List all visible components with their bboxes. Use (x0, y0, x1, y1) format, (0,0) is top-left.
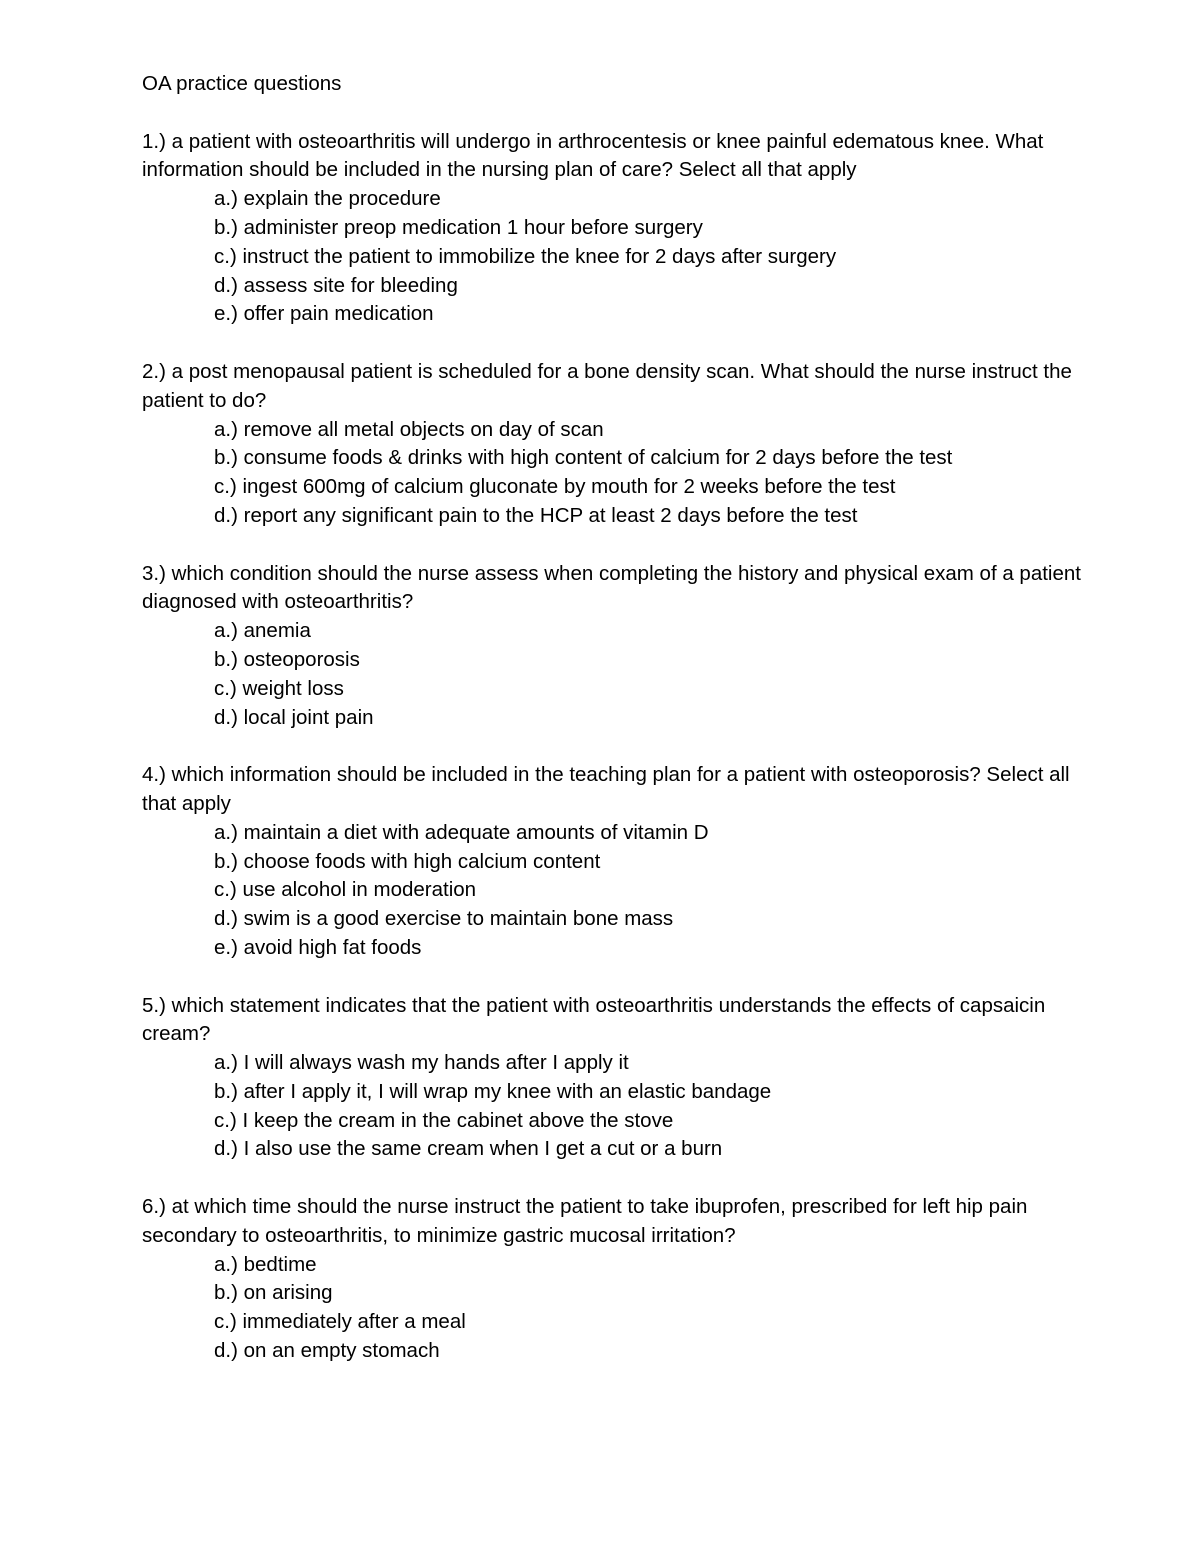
document-page (142, 70, 1082, 1395)
question-stem: 2.) a post menopausal patient is scheduled for a bone density scan. What should the nurse instruct the patient to do? (142, 359, 1072, 412)
answer-options (142, 1049, 1082, 1164)
answer-option: c.) weight loss (214, 676, 344, 700)
answer-option: a.) anemia (214, 619, 311, 643)
answer-option: e.) avoid high fat foods (214, 935, 422, 959)
answer-option: d.) local joint pain (214, 705, 374, 729)
answer-option: c.) ingest 600mg of calcium gluconate by mouth for 2 weeks before the test (214, 475, 896, 499)
answer-options (142, 185, 1082, 329)
question-stem: 4.) which information should be included in the teaching plan for a patient with osteoporosis? Select all that apply (142, 763, 1070, 815)
answer-option: d.) on an empty stomach (214, 1339, 440, 1363)
question-6 (142, 1193, 1082, 1366)
answer-option: a.) maintain a diet with adequate amounts of vitamin D (214, 820, 709, 844)
answer-options (142, 617, 1082, 732)
answer-option: a.) I will always wash my hands after I apply it (214, 1051, 629, 1075)
answer-option: c.) use alcohol in moderation (214, 878, 477, 902)
answer-option: a.) bedtime (214, 1252, 317, 1276)
question-4 (142, 761, 1082, 963)
question-3 (142, 560, 1082, 733)
answer-options (142, 1251, 1082, 1366)
answer-option: b.) after I apply it, I will wrap my knee with an elastic bandage (214, 1079, 772, 1103)
question-5 (142, 992, 1082, 1165)
answer-option: c.) immediately after a meal (214, 1310, 466, 1334)
answer-option: b.) administer preop medication 1 hour before surgery (214, 215, 703, 239)
document-title: OA practice questions (142, 72, 342, 95)
answer-option: a.) remove all metal objects on day of scan (214, 417, 604, 441)
answer-option: c.) instruct the patient to immobilize the knee for 2 days after surgery (214, 244, 837, 268)
answer-option: b.) choose foods with high calcium content (214, 849, 601, 873)
question-stem: 3.) which condition should the nurse assess when completing the history and physical exam of a patient diagnosed with osteoarthritis? (142, 561, 1081, 614)
answer-option: d.) swim is a good exercise to maintain bone mass (214, 907, 674, 931)
answer-option: b.) on arising (214, 1281, 333, 1305)
answer-option: b.) osteoporosis (214, 647, 360, 671)
question-stem: 1.) a patient with osteoarthritis will undergo in arthrocentesis or knee painful edematous knee. What information should be included in the nursing plan of care? Select all that apply (142, 129, 1044, 182)
answer-option: e.) offer pain medication (214, 302, 434, 326)
answer-option: d.) report any significant pain to the HCP at least 2 days before the test (214, 503, 858, 527)
answer-option: d.) assess site for bleeding (214, 273, 458, 297)
answer-options (142, 819, 1082, 963)
answer-options (142, 416, 1082, 531)
answer-option: a.) explain the procedure (214, 187, 441, 211)
answer-option: d.) I also use the same cream when I get a cut or a burn (214, 1137, 723, 1161)
question-2 (142, 358, 1082, 531)
answer-option: c.) I keep the cream in the cabinet above the stove (214, 1108, 674, 1132)
question-stem: 5.) which statement indicates that the patient with osteoarthritis understands the effects of capsaicin cream? (142, 993, 1046, 1046)
answer-option: b.) consume foods & drinks with high content of calcium for 2 days before the test (214, 446, 953, 470)
question-stem: 6.) at which time should the nurse instruct the patient to take ibuprofen, prescribed for left hip pain secondary to osteoarthritis, to minimize gastric mucosal irritation? (142, 1195, 1028, 1247)
title-spacer (142, 99, 1082, 128)
question-1 (142, 128, 1082, 330)
